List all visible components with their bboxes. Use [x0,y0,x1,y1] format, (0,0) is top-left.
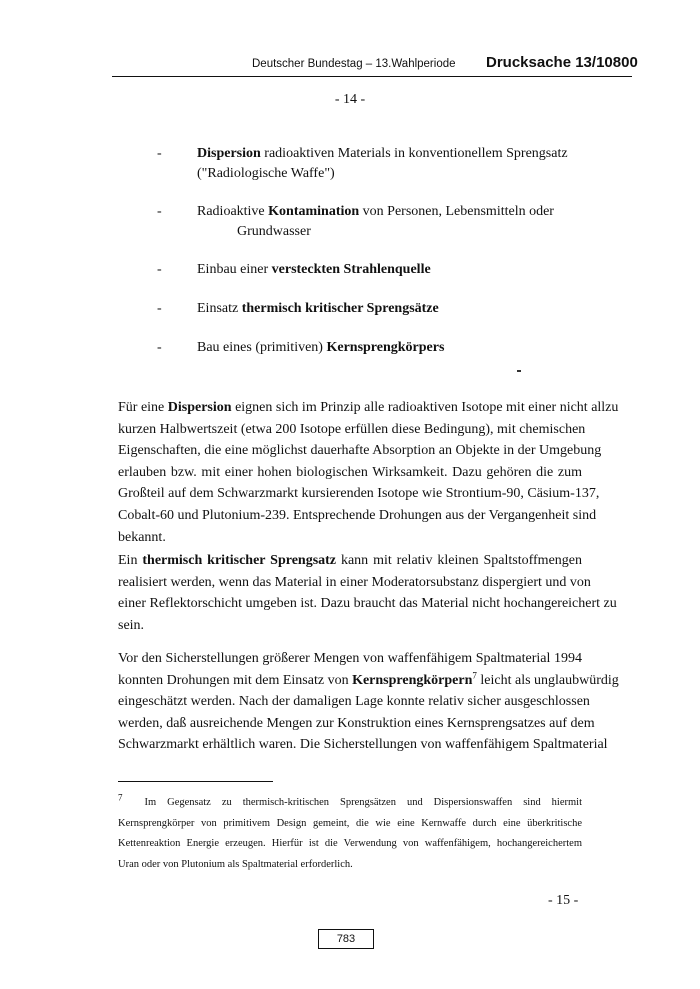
text: Ein [118,553,143,568]
footnote-rule [118,781,273,782]
text-line: einer Reflektorschicht umgeben ist. Dazu braucht das Material nicht hochangereichert zu [118,596,617,612]
footnote-ref[interactable]: 7 [472,669,477,680]
text-line: Großteil auf dem Schwarzmarkt kursierenden Isotope wie Strontium-90, Cäsium-137, [118,486,600,502]
text-line: Uran oder von Plutonium als Spaltmaterial erforderlich. [118,858,353,870]
bullet-text-pre: Bau eines (primitiven) [197,340,327,355]
page-header [0,0,700,80]
bullet-dash: - [157,340,162,355]
text-line: Kettenreaktion Energie erzeugen. Hierfür ist die Verwendung von waffenfähigem, hochangereichertem [118,838,582,849]
text-line: kurzen Halbwertszeit (etwa 200 Isotope erfüllen diese Bedingung), mit chemischen [118,421,586,437]
bullet-text-post: von Personen, Lebensmitteln oder [359,204,554,219]
text: eignen sich im Prinzip alle radioaktiven Isotope mit einer nicht allzu [231,400,619,415]
text-line: Kernsprengkörper von primitivem Design gemeint, die wie eine Kernwaffe durch eine überkritische [118,817,582,829]
text: Im Gegensatz zu thermisch-kritischen Sprengsätzen und Dispersionswaffen sind hiermit [144,797,583,808]
bullet-dash: - [157,262,162,277]
paragraph-thermisch [118,550,617,636]
paragraph-kernspreng [118,648,619,756]
header-document-number: Drucksache 13/10800 [486,54,638,71]
bullet-dash: - [157,204,162,219]
text-line: Schwarzmarkt erhältlich waren. Die Sicherstellungen von waffenfähigem Spaltmaterial [118,737,608,753]
bullet-text-continuation: ("Radiologische Waffe") [197,166,335,181]
bullet-text-pre: Einbau einer [197,262,272,277]
header-rule [112,76,632,77]
bullet-text-bold: versteckten Strahlenquelle [271,262,431,277]
text: konnten Drohungen mit dem Einsatz von [118,672,353,688]
bullet-dash: - [157,146,162,161]
next-page-marker: - 15 - [548,893,579,908]
bullet-text-pre: Radioaktive [197,204,269,219]
text-line: bekannt. [118,529,166,545]
bold-term: Dispersion [167,400,232,415]
text-line: erlauben bzw. mit einer hohen biologischen Wirksamkeit. Dazu gehören die zum [118,464,582,480]
text: Für eine [118,400,168,415]
bullet-text-continuation: Grundwasser [237,224,311,239]
footnote-marker: 7 [118,792,123,803]
bullet-text-bold: Kontamination [268,204,360,219]
text-line: Vor den Sicherstellungen größerer Mengen von waffenfähigem Spaltmaterial 1994 [118,651,582,666]
scan-mark [517,370,521,372]
text-line: eingeschätzt werden. Nach der damaligen Lage konnte relativ sicher ausgeschlossen [118,694,590,710]
bold-term: Kernsprengkörpern [352,672,473,688]
bullet-text-pre: Einsatz [197,301,242,316]
page-box-number: 783 [318,929,374,949]
text-line: sein. [118,617,145,633]
text: kann mit relativ kleinen Spaltstoffmengen [336,553,582,568]
text: leicht als unglaubwürdig [476,672,619,688]
text-line: Cobalt-60 und Plutonium-239. Entsprechende Drohungen aus der Vergangenheit sind [118,507,597,523]
paragraph-dispersion [118,397,619,548]
bold-term: thermisch kritischer Sprengsatz [142,553,337,568]
page-number: - 14 - [334,92,366,107]
bullet-text-bold: Dispersion [197,146,261,161]
bullet-dash: - [157,301,162,316]
bullet-text-bold: thermisch kritischer Sprengsätze [241,301,439,316]
bullet-text-bold: Kernsprengkörpers [326,340,445,355]
text-line: realisiert werden, wenn das Material in einer Moderatorsubstanz dispergiert und von [118,574,591,590]
bullet-text-post: radioaktiven Materials in konventionellem Sprengsatz [260,146,568,161]
footnote [118,793,582,875]
text-line: werden, daß ausreichende Mengen zur Konstruktion eines Kernsprengsatzes auf dem [118,715,595,731]
header-publication: Deutscher Bundestag – 13.Wahlperiode [252,58,456,70]
text-line: Eigenschaften, die eine möglichst dauerhafte Absorption an Objekte in der Umgebung [118,443,602,459]
